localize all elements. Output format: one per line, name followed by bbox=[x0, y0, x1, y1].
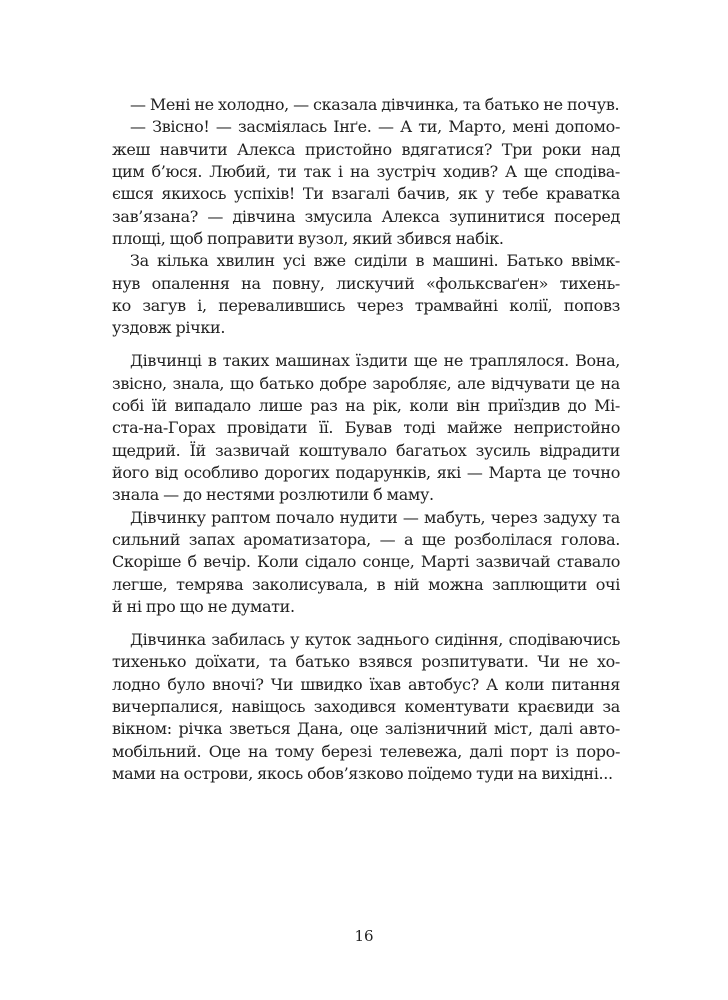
text-line: тихенько доїхати, та батько взявся розпитувати. Чи не хо- bbox=[112, 652, 620, 672]
page-number: 16 bbox=[354, 927, 374, 945]
text-line: Дівчинці в таких машинах їздити ще не траплялося. Вона, bbox=[130, 351, 620, 371]
paragraph-gap bbox=[112, 340, 620, 351]
text-line: площі, щоб поправити вузол, який збився набік. bbox=[112, 229, 504, 249]
paragraph-1 bbox=[112, 94, 620, 116]
text-line: мами на острови, якось обов’язково поїдемо туди на вихідні... bbox=[112, 764, 613, 784]
text-line: єшся якихось успіхів! Ти взагалі бачив, як у тебе краватка bbox=[112, 184, 620, 204]
text-line: — Звісно! — засміялась Інґе. — А ти, Марто, мені допомо- bbox=[130, 117, 620, 137]
text-line: Дівчинку раптом почало нудити — мабуть, через задуху та bbox=[130, 507, 620, 527]
text-line: сильний запах ароматизатора, — а ще розболілася голова. bbox=[112, 530, 620, 550]
text-line: ко загув і, перевалившись через трамвайні колії, поповз bbox=[112, 296, 620, 316]
paragraph-5 bbox=[112, 507, 620, 619]
text-line: знала — до нестями розлютили б маму. bbox=[112, 485, 434, 505]
text-line: За кілька хвилин усі вже сиділи в машині. Батько ввімк- bbox=[130, 251, 620, 271]
text-line: собі їй випадало лише раз на рік, коли він приїздив до Мі- bbox=[112, 396, 620, 416]
text-line: мобільний. Оце на тому березі телевежа, далі порт із поро- bbox=[112, 741, 620, 761]
text-line: зав’язана? — дівчина змусила Алекса зупинитися посеред bbox=[112, 206, 620, 226]
text-line: звісно, знала, що батько добре заробляє, але відчувати це на bbox=[112, 373, 620, 393]
text-line: жеш навчити Алекса пристойно вдягатися? Три роки над bbox=[112, 139, 620, 159]
paragraph-6 bbox=[112, 629, 620, 785]
paragraph-gap bbox=[112, 619, 620, 630]
text-line: вичерпалися, навіщось заходився коментувати краєвиди за bbox=[112, 697, 620, 717]
text-line: Скоріше б вечір. Коли сідало сонце, Марті зазвичай ставало bbox=[112, 552, 620, 572]
text-line: цим б’юся. Любий, ти так і на зустріч ходив? А ще сподіва- bbox=[112, 162, 620, 182]
paragraph-2 bbox=[112, 116, 620, 250]
paragraph-3 bbox=[112, 250, 620, 339]
text-line: уздовж річки. bbox=[112, 318, 226, 338]
text-line: Дівчинка забилась у куток заднього сидіння, сподіваючись bbox=[130, 630, 620, 650]
text-line: ста-на-Горах провідати її. Бував тоді майже непристойно bbox=[112, 418, 620, 438]
text-line: лодно було вночі? Чи швидко їхав автобус? А коли питання bbox=[112, 674, 620, 694]
text-line: вікном: річка зветься Дана, оце залізничний міст, далі авто- bbox=[112, 719, 620, 739]
text-line: — Мені не холодно, — сказала дівчинка, та батько не почув. bbox=[130, 95, 620, 114]
book-page-text bbox=[112, 94, 620, 786]
text-line: й ні про що не думати. bbox=[112, 597, 295, 617]
paragraph-4 bbox=[112, 350, 620, 506]
text-line: щедрий. Їй зазвичай коштувало багатьох зусиль відрадити bbox=[112, 440, 620, 460]
text-line: його від особливо дорогих подарунків, які — Марта це точно bbox=[112, 463, 620, 483]
text-line: нув опалення на повну, лискучий «фольксваґен» тихень- bbox=[112, 273, 620, 293]
text-line: легше, темрява заколисувала, в ній можна заплющити очі bbox=[112, 574, 620, 594]
